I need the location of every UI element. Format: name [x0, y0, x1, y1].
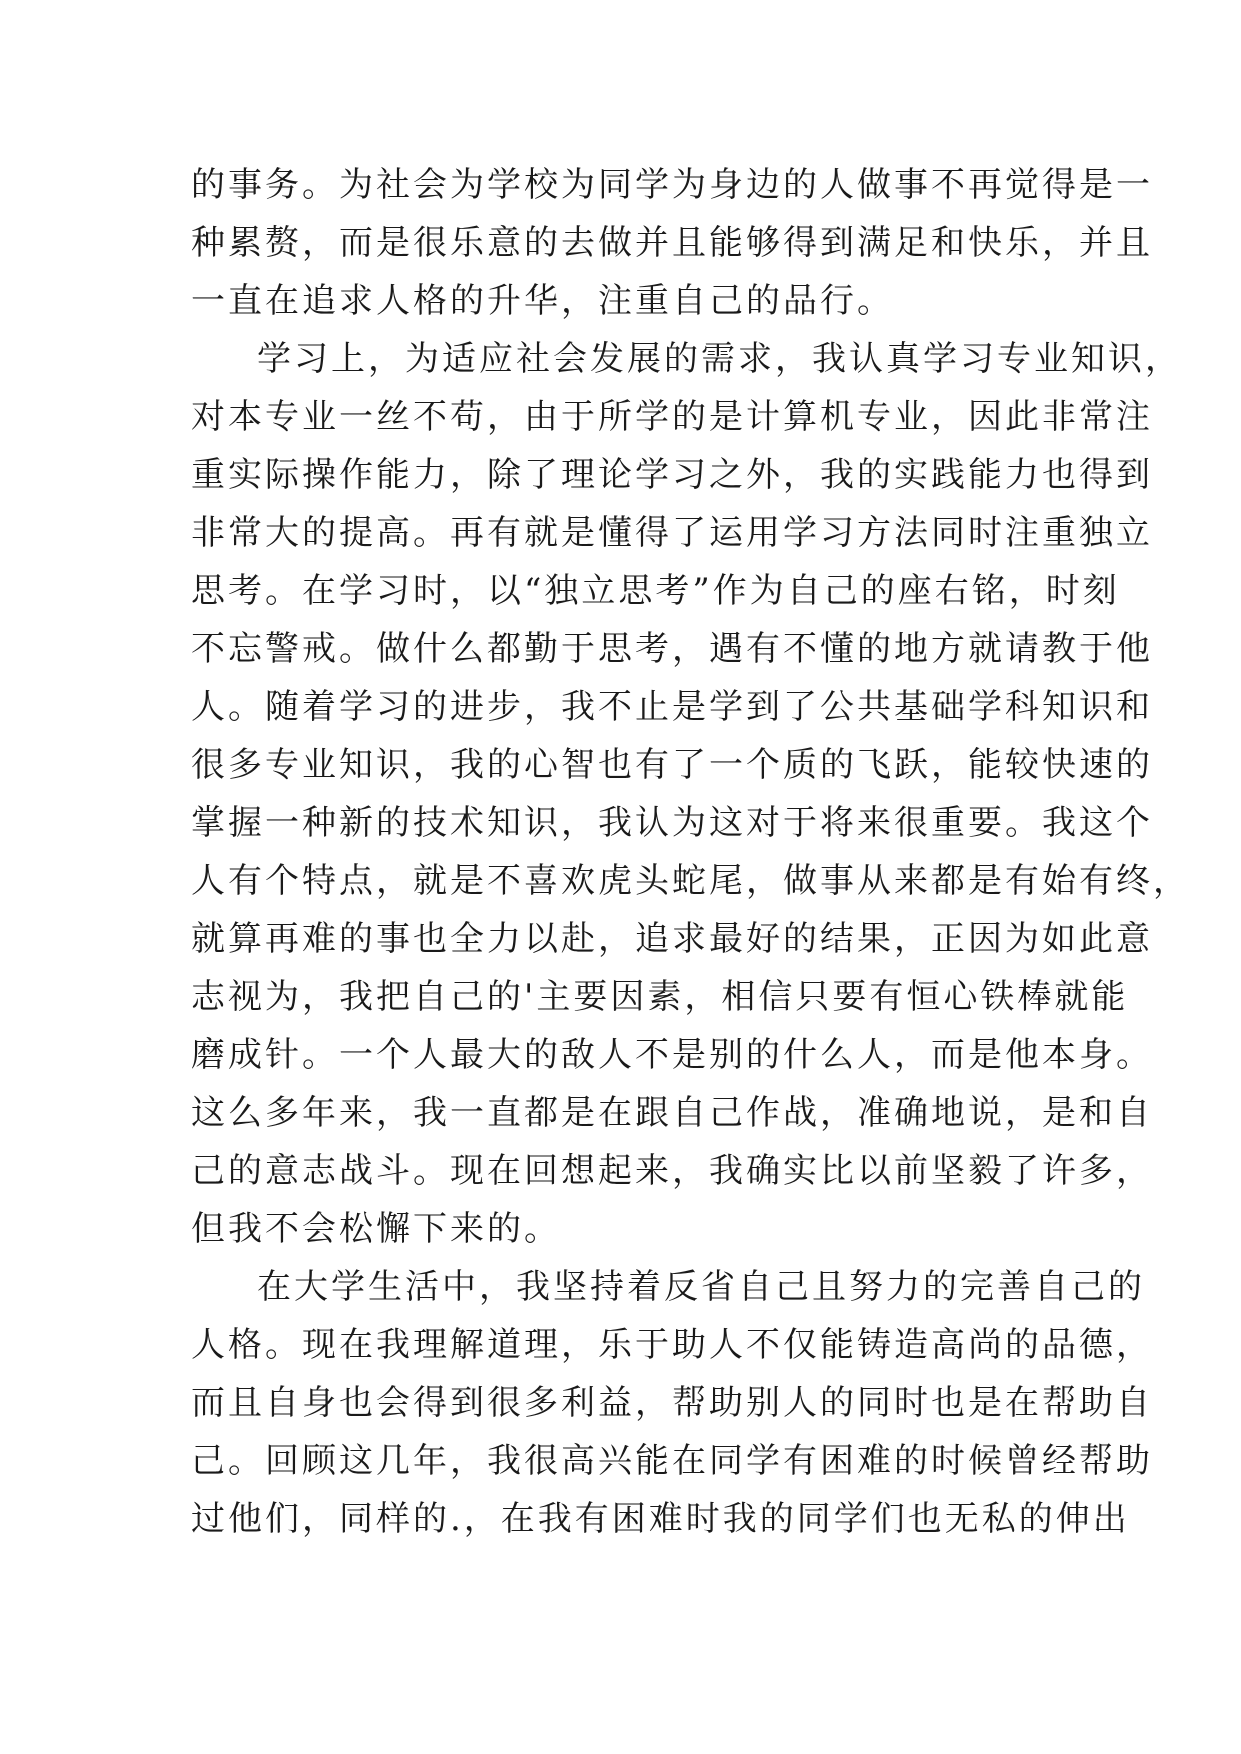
text-line: 这么多年来，我一直都是在跟自己作战，准确地说，是和自 [191, 1093, 1153, 1133]
paragraph-start-line: 学习上，为适应社会发展的需求，我认真学习专业知识， [257, 339, 1182, 379]
text-line: 一直在追求人格的升华，注重自己的品行。 [191, 281, 894, 321]
text-line: 很多专业知识，我的心智也有了一个质的飞跃，能较快速的 [191, 745, 1153, 785]
text-line: 人。随着学习的进步，我不止是学到了公共基础学科知识和 [191, 687, 1153, 727]
text-line: 就算再难的事也全力以赴，追求最好的结果，正因为如此意 [191, 919, 1153, 959]
text-line: 的事务。为社会为学校为同学为身边的人做事不再觉得是一 [191, 165, 1153, 205]
text-line: 重实际操作能力，除了理论学习之外，我的实践能力也得到 [191, 455, 1153, 495]
text-line: 人格。现在我理解道理，乐于助人不仅能铸造高尚的品德， [191, 1325, 1153, 1365]
text-line: 不忘警戒。做什么都勤于思考，遇有不懂的地方就请教于他 [191, 629, 1153, 669]
text-line: 志视为，我把自己的'主要因素，相信只要有恒心铁棒就能 [191, 977, 1129, 1017]
text-line: 磨成针。一个人最大的敌人不是别的什么人，而是他本身。 [191, 1035, 1153, 1075]
body-text [191, 156, 1190, 1548]
text-line: 非常大的提高。再有就是懂得了运用学习方法同时注重独立 [191, 513, 1153, 553]
text-line: 而且自身也会得到很多利益，帮助别人的同时也是在帮助自 [191, 1383, 1153, 1423]
text-line: 过他们，同样的.，在我有困难时我的同学们也无私的伸出 [191, 1499, 1130, 1539]
text-line: 己的意志战斗。现在回想起来，我确实比以前坚毅了许多， [191, 1151, 1153, 1191]
text-line: 种累赘，而是很乐意的去做并且能够得到满足和快乐，并且 [191, 223, 1153, 263]
text-line: 思考。在学习时，以“独立思考”作为自己的座右铭，时刻 [191, 571, 1120, 611]
text-line: 掌握一种新的技术知识，我认为这对于将来很重要。我这个 [191, 803, 1153, 843]
text-line: 但我不会松懈下来的。 [191, 1209, 561, 1249]
text-line: 己。回顾这几年，我很高兴能在同学有困难的时候曾经帮助 [191, 1441, 1153, 1481]
paragraph-start-line: 在大学生活中，我坚持着反省自己且努力的完善自己的 [257, 1267, 1145, 1307]
text-line: 人有个特点，就是不喜欢虎头蛇尾，做事从来都是有始有终， [191, 861, 1190, 901]
text-line: 对本专业一丝不苟，由于所学的是计算机专业，因此非常注 [191, 397, 1153, 437]
